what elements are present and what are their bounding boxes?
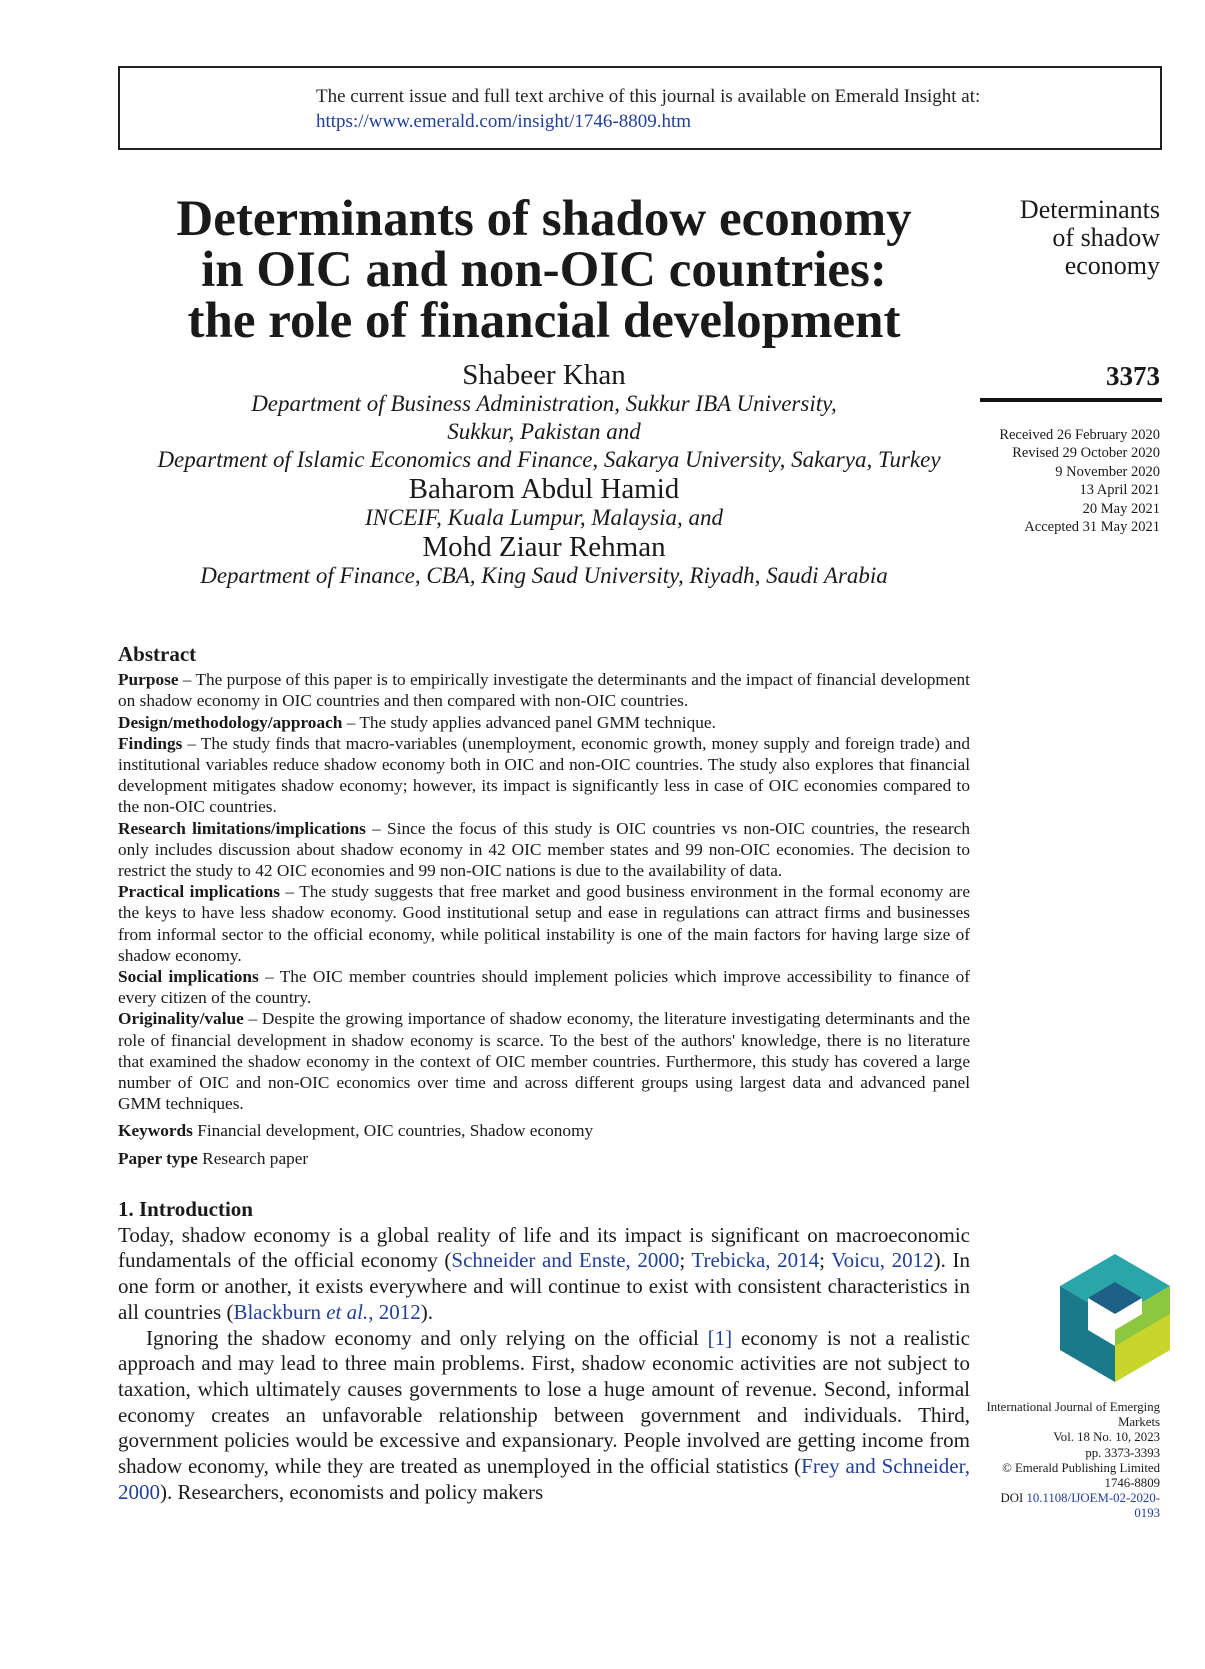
doi-link[interactable]: 10.1108/IJOEM-02-2020-0193 <box>1026 1491 1160 1521</box>
sidebar-rule <box>980 398 1162 402</box>
access-notice-box <box>118 66 1162 150</box>
citation-link[interactable]: Schneider and Enste, 2000 <box>451 1248 680 1273</box>
keywords: Keywords Financial development, OIC countries, Shadow economy <box>118 1121 594 1141</box>
citation-link[interactable]: Blackburn et al., 2012 <box>233 1299 421 1324</box>
paper-type: Paper type Research paper <box>118 1148 309 1168</box>
article-header <box>118 191 970 590</box>
body-paragraph: Today, shadow economy is a global reality of life and its impact is significant on macroeconomic fundamentals of the official economy (Schneider and Enste, 2000; Trebicka, 2014; Voicu, 2012). In one form or another, it exists everywhere and will continue to exist with consistent characteristics in all countries (Blackburn et al., 2012). <box>118 1222 970 1324</box>
journal-url-link[interactable]: https://www.emerald.com/insight/1746-8809.htm <box>316 111 692 132</box>
citation-link[interactable]: Trebicka, 2014 <box>691 1248 820 1273</box>
author-affiliation: Department of Business Administration, Sukkur IBA University, <box>251 391 837 416</box>
author-name: Baharom Abdul Hamid <box>408 473 680 505</box>
abstract-section: Research limitations/implications – Since the focus of this study is OIC countries vs non-OIC countries, the research only includes discussion about shadow economy in 42 OIC member states and 99 non-OIC economies. The decision to restrict the study to 42 OIC economies and 99 non-OIC nations is due to the availability of data. <box>118 818 970 881</box>
abstract-section: Findings – The study finds that macro-variables (unemployment, economic growth, money supply and foreign trade) and institutional variables reduce shadow economy both in OIC and non-OIC countries. The study also explores that financial development mitigates shadow economy; however, its impact is significantly less in case of OIC economies compared to the non-OIC countries. <box>118 733 970 817</box>
section-heading: 1. Introduction <box>118 1197 253 1221</box>
author-affiliation: Department of Finance, CBA, King Saud University, Riyadh, Saudi Arabia <box>200 563 888 588</box>
abstract-section: Purpose – The purpose of this paper is to empirically investigate the determinants and the impact of financial development on shadow economy in OIC countries and then compared with non-OIC countries. <box>118 670 970 711</box>
footnote-link[interactable]: [1] <box>707 1325 733 1350</box>
emerald-logo <box>1060 1254 1170 1392</box>
running-title: Determinants of shadow economy <box>1019 195 1160 280</box>
access-notice-text: The current issue and full text archive of this journal is available on Emerald Insight at: <box>316 86 981 107</box>
abstract-section: Originality/value – Despite the growing importance of shadow economy, the literature investigating determinants and the role of financial development in shadow economy is scarce. To the best of the authors' knowledge, there is no literature that examined the shadow economy in the context of OIC member countries. Furthermore, this study has covered a large number of OIC and non-OIC economics over time and across different groups using largest data and advanced panel GMM techniques. <box>118 1009 970 1114</box>
abstract-section: Practical implications – The study suggests that free market and good business environment in the formal economy are the keys to have less shadow economy. Good institutional setup and ease in regulations can attract firms and businesses from informal sector to the official economy, while political instability is one of the main factors for having large size of shadow economy. <box>118 882 970 965</box>
page-number: 3373 <box>1106 361 1160 391</box>
article-title: Determinants of shadow economy in OIC and non-OIC countries: the role of financial development <box>176 191 912 349</box>
abstract-section: Design/methodology/approach – The study applies advanced panel GMM technique. <box>118 712 716 732</box>
citation-link[interactable]: Frey and Schneider, 2000 <box>118 1454 970 1504</box>
journal-info: International Journal of Emerging Markets Vol. 18 No. 10, 2023 pp. 3373-3393 © Emerald Publishing Limited 1746-8809 DOI 10.1108/IJOEM-02-2020-0193 <box>980 1400 1160 1522</box>
abstract-section: Social implications – The OIC member countries should implement policies which improve accessibility to finance of every citizen of the country. <box>118 967 970 1008</box>
introduction-section <box>118 1197 970 1505</box>
abstract <box>118 644 970 1169</box>
author-affiliation: INCEIF, Kuala Lumpur, Malaysia, and <box>364 505 724 530</box>
author-affiliation: Sukkur, Pakistan and <box>447 419 641 444</box>
body-paragraph: Ignoring the shadow economy and only relying on the official [1] economy is not a realistic approach and may lead to three main problems. First, shadow economic activities are not subject to taxation, which ultimately causes governments to lose a huge amount of revenue. Second, informal economy creates an unfavorable relationship between government and individuals. Third, government policies would be excessive and expansionary. People involved are getting income from shadow economy, while they are treated as unemployed in the official statistics (Frey and Schneider, 2000). Researchers, economists and policy makers <box>118 1325 971 1504</box>
author-name: Shabeer Khan <box>462 359 626 391</box>
abstract-heading: Abstract <box>118 642 197 666</box>
citation-link[interactable]: Voicu, 2012 <box>831 1248 934 1273</box>
doi-line: DOI 10.1108/IJOEM-02-2020-0193 <box>1000 1491 1160 1521</box>
submission-dates: Received 26 February 2020 Revised 29 October 2020 9 November 2020 13 April 2021 20 May 2021 Accepted 31 May 2021 <box>999 427 1160 536</box>
author-affiliation: Department of Islamic Economics and Finance, Sakarya University, Sakarya, Turkey <box>157 447 941 472</box>
author-name: Mohd Ziaur Rehman <box>422 531 666 563</box>
